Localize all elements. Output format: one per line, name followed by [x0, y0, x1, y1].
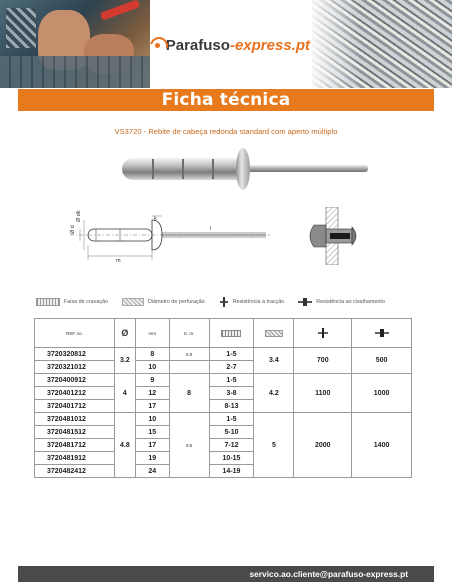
diameter-cell: 4.8	[114, 413, 135, 478]
ref-cell: 3720401212	[35, 387, 115, 400]
grip-range-cell: 14-19	[209, 465, 254, 478]
ref-cell: 3720481012	[35, 413, 115, 426]
legend	[36, 296, 436, 308]
grip-range-cell: 1-5	[209, 374, 254, 387]
shear-cell: 1000	[352, 374, 412, 413]
tensile-cell: 2000	[294, 413, 352, 478]
title-bar	[18, 89, 434, 111]
drill-hatch-icon	[122, 298, 144, 306]
grip-range-cell: 7-12	[209, 439, 254, 452]
spec-table	[34, 318, 412, 478]
col-header-shear	[352, 319, 412, 348]
header-banner	[0, 0, 452, 88]
dk-cell: 8	[169, 374, 209, 413]
length-cell: 15	[135, 426, 169, 439]
grip-range-cell: 2-7	[209, 361, 254, 374]
ref-cell: 3720320812	[35, 348, 115, 361]
col-header-grip-range	[209, 319, 254, 348]
brand-name-part1: Parafuso	[165, 36, 230, 54]
product-subtitle: VS3720 - Rebite de cabeça redonda standard com aperto múltiplo	[114, 127, 338, 136]
col-header-grip-unit: S. m.	[169, 319, 209, 348]
table-row	[35, 348, 412, 361]
tensile-strength-icon	[219, 297, 229, 307]
length-cell: 9	[135, 374, 169, 387]
table-header-row	[35, 319, 412, 348]
rivet-cross-section	[304, 207, 362, 265]
dim-label-dk: Ø dk	[76, 210, 82, 222]
rivet-dimension-drawing	[70, 198, 270, 268]
brand-logo[interactable]	[150, 34, 310, 56]
table-row	[35, 413, 412, 426]
footer-bar	[18, 566, 434, 582]
drill-cell: 5	[254, 413, 294, 478]
drill-cell: 3.4	[254, 348, 294, 374]
shear-cell: 1400	[352, 413, 412, 478]
col-header-diameter: Ø	[114, 319, 135, 348]
col-header-length: mm	[135, 319, 169, 348]
dim-label-k: k	[154, 216, 157, 222]
dim-label-d: Ø d	[70, 225, 76, 234]
dk-cell: 6.0	[169, 348, 209, 361]
cross-section-drawing	[304, 207, 362, 265]
grip-range-cell: 1-5	[209, 348, 254, 361]
length-cell: 17	[135, 439, 169, 452]
legend-item-drill	[122, 298, 205, 306]
screws-photo	[312, 0, 452, 88]
brand-mark-icon	[150, 37, 161, 53]
length-cell: 10	[135, 361, 169, 374]
drill-cell: 4.2	[254, 374, 294, 413]
length-cell: 24	[135, 465, 169, 478]
ref-cell: 3720400912	[35, 374, 115, 387]
drill-hatch-icon	[265, 330, 283, 337]
col-header-tensile	[294, 319, 352, 348]
legend-label: Faixa de cravação	[64, 299, 109, 305]
tensile-strength-icon	[318, 328, 328, 338]
col-header-drill	[254, 319, 294, 348]
col-header-ref: REF no.	[35, 319, 115, 348]
length-cell: 12	[135, 387, 169, 400]
dim-label-l: l	[210, 226, 212, 232]
legend-label: Diâmetro de perfuração	[148, 299, 205, 305]
legend-label: Resistência ao cisalhamento	[316, 299, 385, 305]
grip-range-cell: 8-13	[209, 400, 254, 413]
ref-cell: 3720481912	[35, 452, 115, 465]
grip-range-cell: 3-8	[209, 387, 254, 400]
length-cell: 19	[135, 452, 169, 465]
dk-cell: 9.5	[169, 413, 209, 478]
page-title: Ficha técnica	[161, 90, 291, 110]
ref-cell: 3720481512	[35, 426, 115, 439]
brand-name-part2: -express.pt	[229, 36, 310, 54]
customer-service-email-link[interactable]: servico.ao.cliente@parafuso-express.pt	[249, 569, 408, 579]
tensile-cell: 700	[294, 348, 352, 374]
dim-label-m: m	[116, 258, 121, 264]
technical-drawing	[70, 198, 270, 268]
ref-cell: 3720482412	[35, 465, 115, 478]
shear-strength-icon	[375, 329, 389, 337]
diameter-cell: 4	[114, 374, 135, 413]
table-row	[35, 374, 412, 387]
grip-range-cell: 1-5	[209, 413, 254, 426]
tensile-cell: 1100	[294, 374, 352, 413]
shear-strength-icon	[298, 298, 312, 306]
ref-cell: 3720321012	[35, 361, 115, 374]
legend-label: Resistência à tracção	[232, 299, 285, 305]
ref-cell: 3720401712	[35, 400, 115, 413]
rivet-product-image	[104, 146, 372, 192]
dk-cell	[169, 361, 209, 374]
grip-range-cell: 10-15	[209, 452, 254, 465]
rivet-grip-hatch-icon	[221, 330, 241, 337]
grip-range-cell: 5-10	[209, 426, 254, 439]
legend-item-grip	[36, 298, 108, 306]
workshop-photo	[0, 0, 150, 88]
length-cell: 8	[135, 348, 169, 361]
legend-item-shear	[298, 298, 385, 306]
length-cell: 17	[135, 400, 169, 413]
ref-cell: 3720481712	[35, 439, 115, 452]
legend-item-tensile	[219, 297, 285, 307]
rivet-grip-hatch-icon	[36, 298, 60, 306]
diameter-cell: 3.2	[114, 348, 135, 374]
shear-cell: 500	[352, 348, 412, 374]
length-cell: 10	[135, 413, 169, 426]
